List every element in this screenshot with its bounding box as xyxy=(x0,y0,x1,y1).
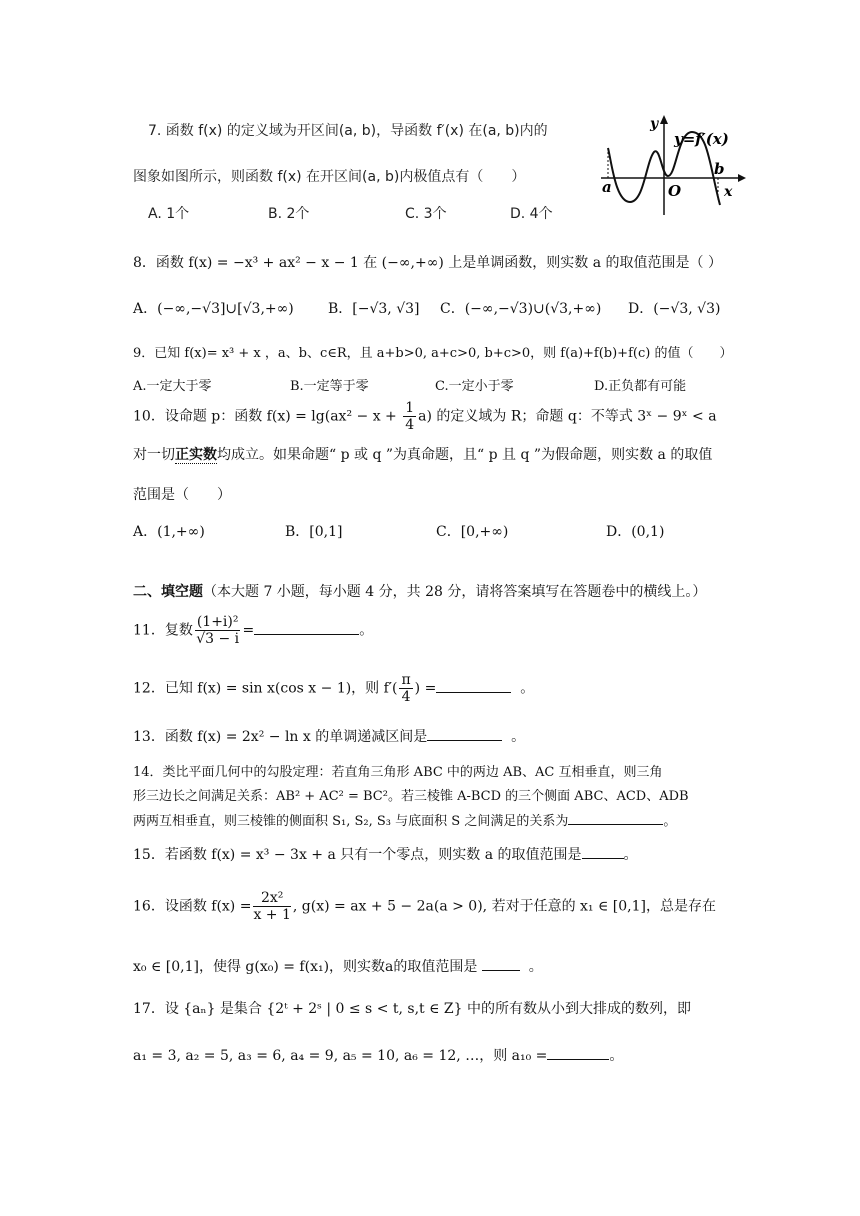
q13-answer-blank[interactable] xyxy=(427,726,502,741)
q15-text: 15．若函数 f(x) = x³ − 3x + a 只有一个零点，则实数 a 的取值范围是 xyxy=(133,847,582,863)
q10-line1-b: a) 的定义域为 R；命题 q：不等式 3ˣ − 9ˣ < a xyxy=(418,408,717,425)
q13-end: 。 xyxy=(511,729,526,745)
q8-option-b: B．[−√3, √3] xyxy=(328,301,420,317)
q11-prefix: 11．复数 xyxy=(133,622,193,639)
section-2-note: （本大题 7 小题，每小题 4 分，共 28 分，请将答案填写在答题卷中的横线上。） xyxy=(203,584,707,600)
q16-fraction xyxy=(253,890,290,923)
q8-option-a: A．(−∞,−√3]∪[√3,+∞) xyxy=(133,301,294,317)
q15-end: 。 xyxy=(623,847,638,863)
q7-line1: 7. 函数 f(x) 的定义域为开区间(a, b)，导函数 f′(x) 在(a, b)内的 xyxy=(148,123,548,139)
q10-line1 xyxy=(133,400,717,433)
q10-frac-num: 1 xyxy=(405,400,415,416)
q16-line1-b: , g(x) = ax + 5 − 2a(a > 0), 若对于任意的 x₁ ∈ [0,1]，总是存在 xyxy=(292,898,716,915)
section-2-header xyxy=(133,583,706,601)
q14-line3-text: 两两互相垂直，则三棱锥的侧面积 S₁, S₂, S₃ 与底面积 S 之间满足的关系为 xyxy=(133,814,569,829)
q12-frac-den: 4 xyxy=(401,689,411,705)
q14-end: 。 xyxy=(663,814,677,829)
q12-frac-num: π xyxy=(401,672,411,688)
graph-label-b: b xyxy=(714,160,725,178)
q7-option-d: D. 4个 xyxy=(510,206,553,222)
q17-end: 。 xyxy=(609,1048,624,1064)
q10-fraction xyxy=(403,400,416,433)
graph-label-a: a xyxy=(602,178,612,196)
q16-end: 。 xyxy=(528,959,543,975)
q14-answer-blank[interactable] xyxy=(568,810,663,825)
q10-option-d: D．(0,1) xyxy=(606,524,665,540)
q7-line2: 图象如图所示，则函数 f(x) 在开区间(a, b)内极值点有（ ） xyxy=(133,169,526,185)
q9-stem: 9．已知 f(x)= x³ + x ，a、b、c∈R，且 a+b>0, a+c>0, b+c>0，则 f(a)+f(b)+f(c) 的值（ ） xyxy=(133,346,733,361)
q14-line3 xyxy=(133,810,676,831)
graph-label-o: O xyxy=(668,182,682,200)
q12-prefix: 12．已知 f(x) = sin x(cos x − 1)，则 f′( xyxy=(133,680,398,697)
q10-option-c: C．[0,+∞) xyxy=(436,524,509,540)
q15-answer-blank[interactable] xyxy=(582,844,624,859)
q11-suffix: = xyxy=(242,622,255,639)
q7-option-a: A. 1个 xyxy=(148,206,190,222)
q12-end: 。 xyxy=(520,680,535,697)
q10-option-a: A．(1,+∞) xyxy=(133,524,205,540)
q17-answer-blank[interactable] xyxy=(547,1045,609,1060)
q7-option-c: C. 3个 xyxy=(405,206,447,222)
graph-label-x: x xyxy=(724,184,733,200)
q16-line1 xyxy=(133,890,716,923)
q10-line2-a: 对一切 xyxy=(133,447,175,463)
q12-fraction xyxy=(399,672,412,705)
q16-frac-num: 2x² xyxy=(253,890,290,907)
q10-line3: 范围是（ ） xyxy=(133,487,231,503)
q9-option-d: D.正负都有可能 xyxy=(594,379,687,394)
q16-frac-den: x + 1 xyxy=(253,907,291,923)
q16-line2 xyxy=(133,956,543,976)
q8-stem: 8．函数 f(x) = −x³ + ax² − x − 1 在 (−∞,+∞) 上是单调函数，则实数 a 的取值范围是（ ） xyxy=(133,255,722,271)
q16-line2-text: x₀ ∈ [0,1]，使得 g(x₀) = f(x₁)，则实数a的取值范围是 xyxy=(133,959,478,975)
graph-label-func: y=f′(x) xyxy=(674,130,729,148)
q14-line2: 形三边长之间满足关系：AB² + AC² = BC²。若三棱锥 A-BCD 的三个侧面 ABC、ACD、ADB xyxy=(133,789,689,804)
q10-frac-den: 4 xyxy=(405,417,415,433)
q12-suffix: ) = xyxy=(414,680,437,697)
q16-prefix: 16．设函数 f(x) = xyxy=(133,898,252,915)
q11-fraction xyxy=(195,614,241,647)
q11-frac-den: √3 − i xyxy=(196,631,240,647)
q12-answer-blank[interactable] xyxy=(436,678,511,693)
q17-line1: 17．设 {aₙ} 是集合 {2ᵗ + 2ˢ | 0 ≤ s < t, s,t ∈ Z} 中的所有数从小到大排成的数列，即 xyxy=(133,1001,692,1017)
q7-option-b: B. 2个 xyxy=(268,206,310,222)
q16-answer-blank[interactable] xyxy=(482,956,520,971)
q10-option-b: B．[0,1] xyxy=(285,524,343,540)
graph-label-y: y xyxy=(650,116,659,132)
q8-option-d: D．(−√3, √3) xyxy=(628,301,721,317)
q8-option-c: C．(−∞,−√3)∪(√3,+∞) xyxy=(440,301,602,317)
q11-answer-blank[interactable] xyxy=(254,620,359,635)
q13-text: 13．函数 f(x) = 2x² − ln x 的单调递减区间是 xyxy=(133,729,428,745)
q11-frac-num: (1+i)² xyxy=(196,614,239,630)
q14-line1: 14．类比平面几何中的勾股定理：若直角三角形 ABC 中的两边 AB、AC 互相垂直，则三角 xyxy=(133,765,663,780)
q11-end: 。 xyxy=(359,622,374,639)
q9-option-c: C.一定小于零 xyxy=(435,379,514,394)
q15 xyxy=(133,844,638,864)
q10-emphasis: 正实数 xyxy=(175,447,217,463)
q13 xyxy=(133,726,525,746)
q17-line2-text: a₁ = 3, a₂ = 5, a₃ = 6, a₄ = 9, a₅ = 10, a₆ = 12, …，则 a₁₀ = xyxy=(133,1048,548,1064)
q10-line2 xyxy=(133,446,712,464)
q9-option-a: A.一定大于零 xyxy=(133,379,212,394)
q17-line2 xyxy=(133,1045,623,1065)
q10-line2-b: 均成立。如果命题“ p 或 q ”为真命题，且“ p 且 q ”为假命题，则实数 a 的取值 xyxy=(217,447,713,463)
derivative-graph xyxy=(596,110,746,220)
section-2-title: 二、填空题 xyxy=(133,584,203,600)
q10-line1-a: 10．设命题 p：函数 f(x) = lg(ax² − x + xyxy=(133,408,402,425)
q12 xyxy=(133,672,534,705)
q11 xyxy=(133,614,373,647)
q9-option-b: B.一定等于零 xyxy=(290,379,369,394)
